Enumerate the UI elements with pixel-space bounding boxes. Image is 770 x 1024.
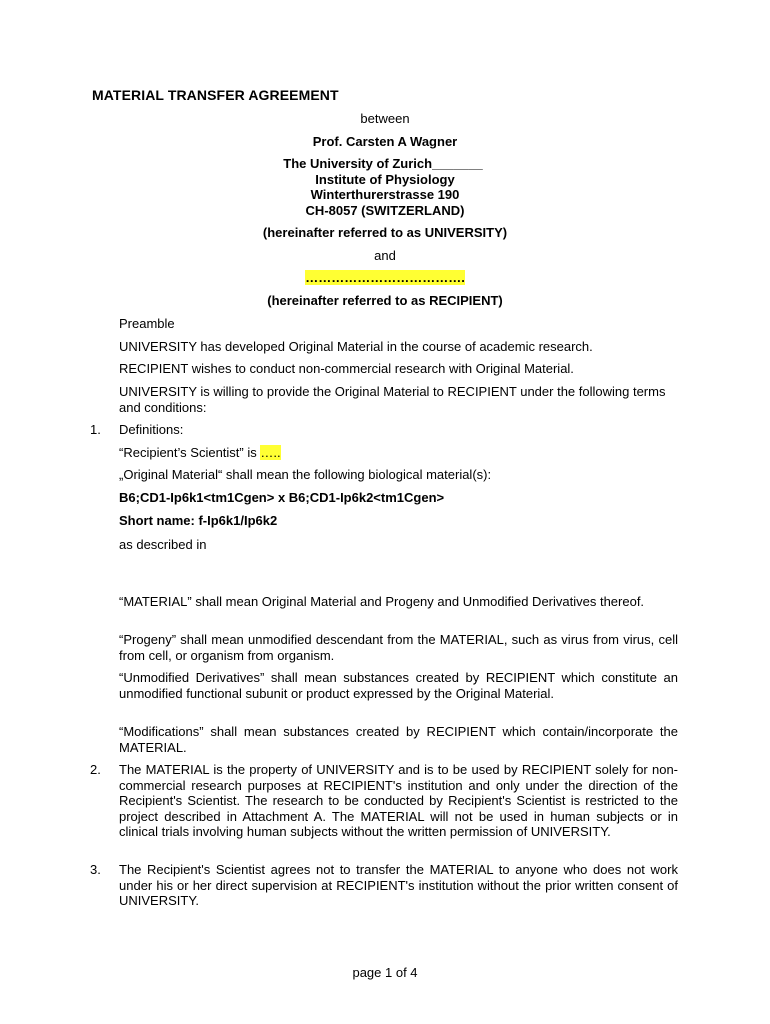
between-text: between	[360, 111, 410, 126]
unmodified-derivatives-definition: “Unmodified Derivatives” shall mean substances created by RECIPIENT which constitute an unmodified functional subunit or product expressed by the Original Material.	[119, 670, 678, 701]
recipient-name-field[interactable]	[0, 270, 770, 285]
material-short-name: Short name: f-Ip6k1/Ip6k2	[119, 513, 278, 528]
section-number: 2.	[90, 762, 101, 777]
university-name: The University of Zurich_______	[283, 156, 483, 171]
university-referred: (hereinafter referred to as UNIVERSITY)	[262, 225, 508, 240]
original-material-definition: „Original Material“ shall mean the following biological material(s):	[119, 467, 492, 482]
scientist-placeholder[interactable]: …..	[260, 445, 281, 460]
preamble-paragraph: UNIVERSITY has developed Original Material in the course of academic research.	[119, 339, 593, 354]
university-institute: Institute of Physiology	[315, 172, 455, 187]
recipient-referred: (hereinafter referred to as RECIPIENT)	[267, 293, 503, 308]
preamble-heading: Preamble	[119, 316, 175, 331]
page-number: page 1 of 4	[352, 965, 418, 980]
section-heading: Definitions:	[119, 422, 184, 437]
section-number: 1.	[90, 422, 101, 437]
recipient-placeholder: ……………………………….	[305, 270, 465, 285]
progeny-definition: “Progeny” shall mean unmodified descendant from the MATERIAL, such as virus from virus, cell from cell, or organism from organism.	[119, 632, 678, 663]
recipient-scientist-definition	[119, 445, 678, 461]
material-definition: “MATERIAL” shall mean Original Material and Progeny and Unmodified Derivatives thereof.	[119, 594, 645, 609]
section-3-text: The Recipient's Scientist agrees not to transfer the MATERIAL to anyone who does not work under his or her direct supervision at RECIPIENT's institution without the prior written consent of UNIVERSITY.	[119, 862, 678, 908]
document-title: MATERIAL TRANSFER AGREEMENT	[92, 87, 339, 103]
and-text: and	[374, 248, 396, 263]
preamble-paragraph: RECIPIENT wishes to conduct non-commercial research with Original Material.	[119, 361, 574, 376]
definition-text: “Recipient’s Scientist” is	[119, 445, 261, 460]
university-person: Prof. Carsten A Wagner	[312, 134, 458, 149]
section-2-text: The MATERIAL is the property of UNIVERSITY and is to be used by RECIPIENT solely for non-commercial research purposes at RECIPIENT's institution and only under the direction of the Recipient's Scientist. The research to be conducted by Recipient's Scientist is restricted to the project described in Attachment A. The MATERIAL will not be used in human subjects or in clinical trials involving human subjects without the written permission of UNIVERSITY.	[119, 762, 678, 839]
university-city: CH-8057 (SWITZERLAND)	[305, 203, 465, 218]
modifications-definition: “Modifications” shall mean substances created by RECIPIENT which contain/incorporate the MATERIAL.	[119, 724, 678, 755]
preamble-paragraph: UNIVERSITY is willing to provide the Original Material to RECIPIENT under the following terms and conditions:	[119, 384, 666, 415]
university-street: Winterthurerstrasse 190	[310, 187, 460, 202]
material-strain: B6;CD1-Ip6k1<tm1Cgen> x B6;CD1-Ip6k2<tm1Cgen>	[119, 490, 445, 505]
section-number: 3.	[90, 862, 101, 877]
described-in-text: as described in	[119, 537, 207, 552]
